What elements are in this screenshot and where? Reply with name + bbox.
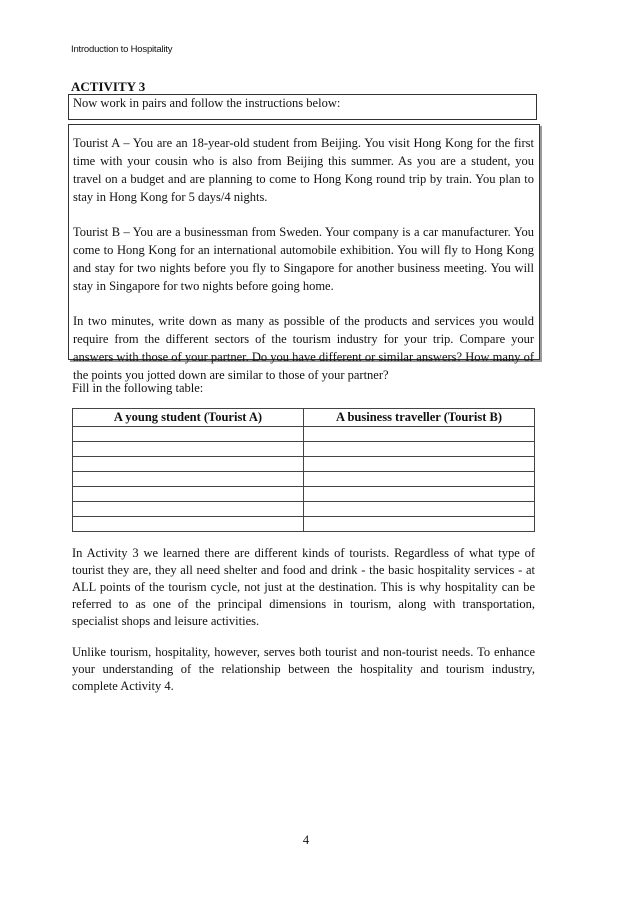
table-cell[interactable] <box>304 427 535 442</box>
table-cell[interactable] <box>304 502 535 517</box>
table-row <box>73 472 535 487</box>
table-cell[interactable] <box>73 517 304 532</box>
table-cell[interactable] <box>73 457 304 472</box>
table-header-row <box>73 409 535 427</box>
column-header-tourist-b: A business traveller (Tourist B) <box>304 409 535 427</box>
table-row <box>73 517 535 532</box>
instruction-box <box>68 94 537 120</box>
header-title: Introduction to Hospitality <box>71 44 173 55</box>
table-row <box>73 427 535 442</box>
table-cell[interactable] <box>73 472 304 487</box>
tourist-b-text: Tourist B – You are a businessman from Sweden. Your company is a car manufacturer. You come to Hong Kong for an international automobile exhibition. You will fly to Hong Kong and stay for two nights before you fly to Singapore for another business meeting. You will stay in Singapore for two nights before going home. <box>73 225 534 293</box>
table-row <box>73 457 535 472</box>
instruction-text: Now work in pairs and follow the instructions below: <box>73 96 341 110</box>
table-cell[interactable] <box>304 457 535 472</box>
table-row <box>73 442 535 457</box>
table-row <box>73 502 535 517</box>
scenario-box <box>68 124 540 382</box>
body-paragraph-2: Unlike tourism, hospitality, however, serves both tourist and non-tourist needs. To enhance your understanding of the relationship between the hospitality and tourism industry, complete Activity 4. <box>72 645 535 693</box>
table-cell[interactable] <box>304 487 535 502</box>
table-cell[interactable] <box>73 442 304 457</box>
fill-table <box>72 408 535 532</box>
table-cell[interactable] <box>304 517 535 532</box>
table-label: Fill in the following table: <box>72 381 204 395</box>
body-paragraph-1: In Activity 3 we learned there are different kinds of tourists. Regardless of what type of tourist they are, they all need shelter and food and drink - the basic hospitality services - at ALL points of the tourism cycle, not just at the destination. This is why hospitality can be referred to as one of the principal dimensions in tourism, along with transportation, specialist shops and leisure activities. <box>72 546 535 628</box>
column-header-tourist-a: A young student (Tourist A) <box>73 409 304 427</box>
table-cell[interactable] <box>73 427 304 442</box>
table-row <box>73 487 535 502</box>
table-cell[interactable] <box>304 442 535 457</box>
page-number: 4 <box>302 833 310 847</box>
activity-heading: ACTIVITY 3 <box>71 79 146 94</box>
body-text <box>72 545 535 709</box>
task-text: In two minutes, write down as many as possible of the products and services you would require from the different sectors of the tourism industry for your trip. Compare your answers with those of your partner. Do you have different or similar answers? How many of the points you jotted down are similar to those of your partner? <box>73 314 534 382</box>
table-cell[interactable] <box>73 502 304 517</box>
table-cell[interactable] <box>73 487 304 502</box>
tourist-a-text: Tourist A – You are an 18-year-old student from Beijing. You visit Hong Kong for the first time with your cousin who is also from Beijing this summer. As you are a student, you travel on a budget and are planning to come to Hong Kong round trip by train. You plan to stay in Hong Kong for 5 days/4 nights. <box>73 136 534 204</box>
table-cell[interactable] <box>304 472 535 487</box>
